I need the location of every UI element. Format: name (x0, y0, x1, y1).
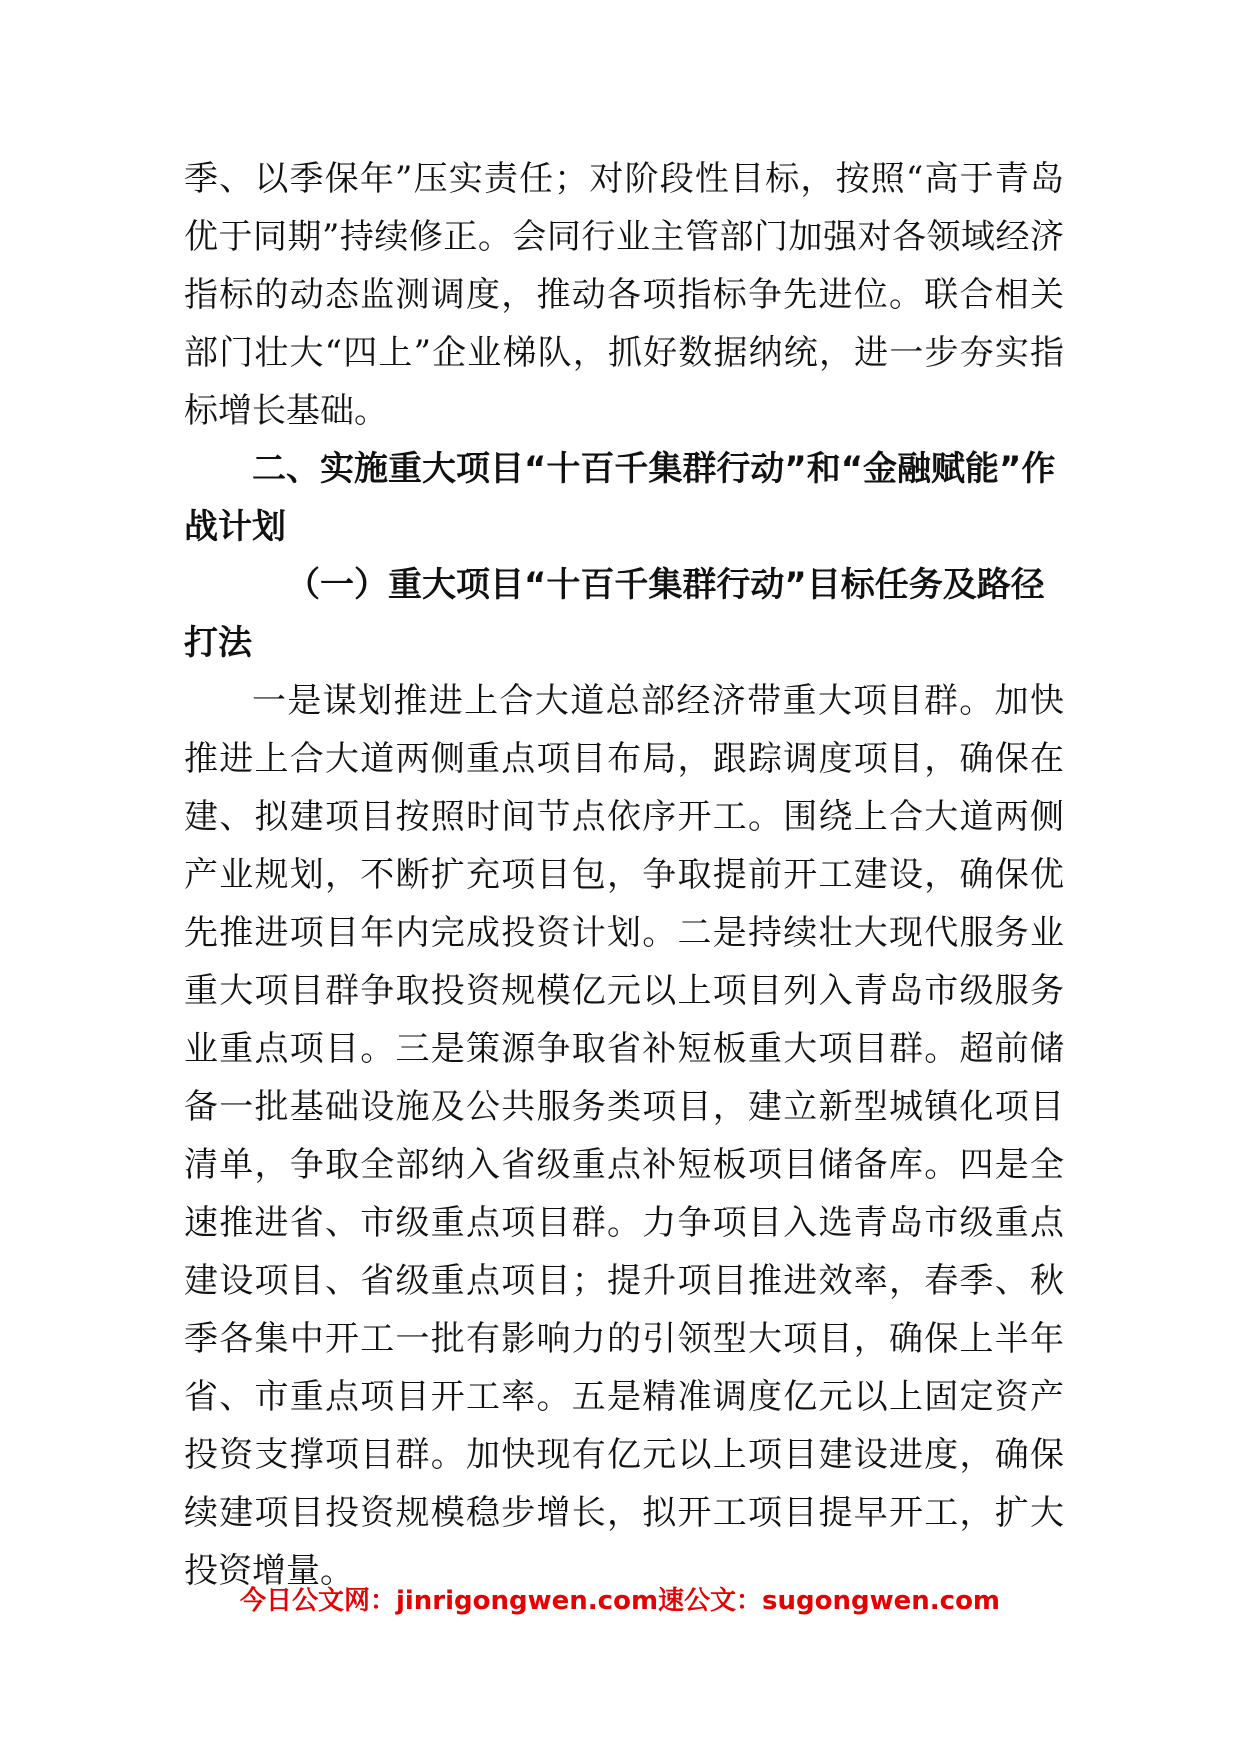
document-page (184, 150, 1064, 1600)
body-paragraph-main: 一是谋划推进上合大道总部经济带重大项目群。加快推进上合大道两侧重点项目布局，跟踪调度项目，确保在建、拟建项目按照时间节点依序开工。围绕上合大道两侧产业规划，不断扩充项目包，争取提前开工建设，确保优先推进项目年内完成投资计划。二是持续壮大现代服务业重大项目群争取投资规模亿元以上项目列入青岛市级服务业重点项目。三是策源争取省补短板重大项目群。超前储备一批基础设施及公共服务类项目，建立新型城镇化项目清单，争取全部纳入省级重点补短板项目储备库。四是全速推进省、市级重点项目群。力争项目入选青岛市级重点建设项目、省级重点项目；提升项目推进效率，春季、秋季各集中开工一批有影响力的引领型大项目，确保上半年省、市重点项目开工率。五是精准调度亿元以上固定资产投资支撑项目群。加快现有亿元以上项目建设进度，确保续建项目投资规模稳步增长，拟开工项目提早开工，扩大投资增量。 (184, 681, 1064, 1591)
subsection-heading: （一）重大项目“十百千集群行动”目标任务及路径打法 (184, 565, 1045, 663)
section-heading: 二、实施重大项目“十百千集群行动”和“金融赋能”作战计划 (184, 449, 1056, 547)
footer-watermark: 今日公文网：jinrigongwen.com速公文：sugongwen.com (239, 1586, 1001, 1616)
body-paragraph-continued: 季、以季保年”压实责任；对阶段性目标，按照“高于青岛优于同期”持续修正。会同行业主管部门加强对各领域经济指标的动态监测调度，推动各项指标争先进位。联合相关部门壮大“四上”企业梯队，抓好数据纳统，进一步夯实指标增长基础。 (184, 159, 1064, 431)
